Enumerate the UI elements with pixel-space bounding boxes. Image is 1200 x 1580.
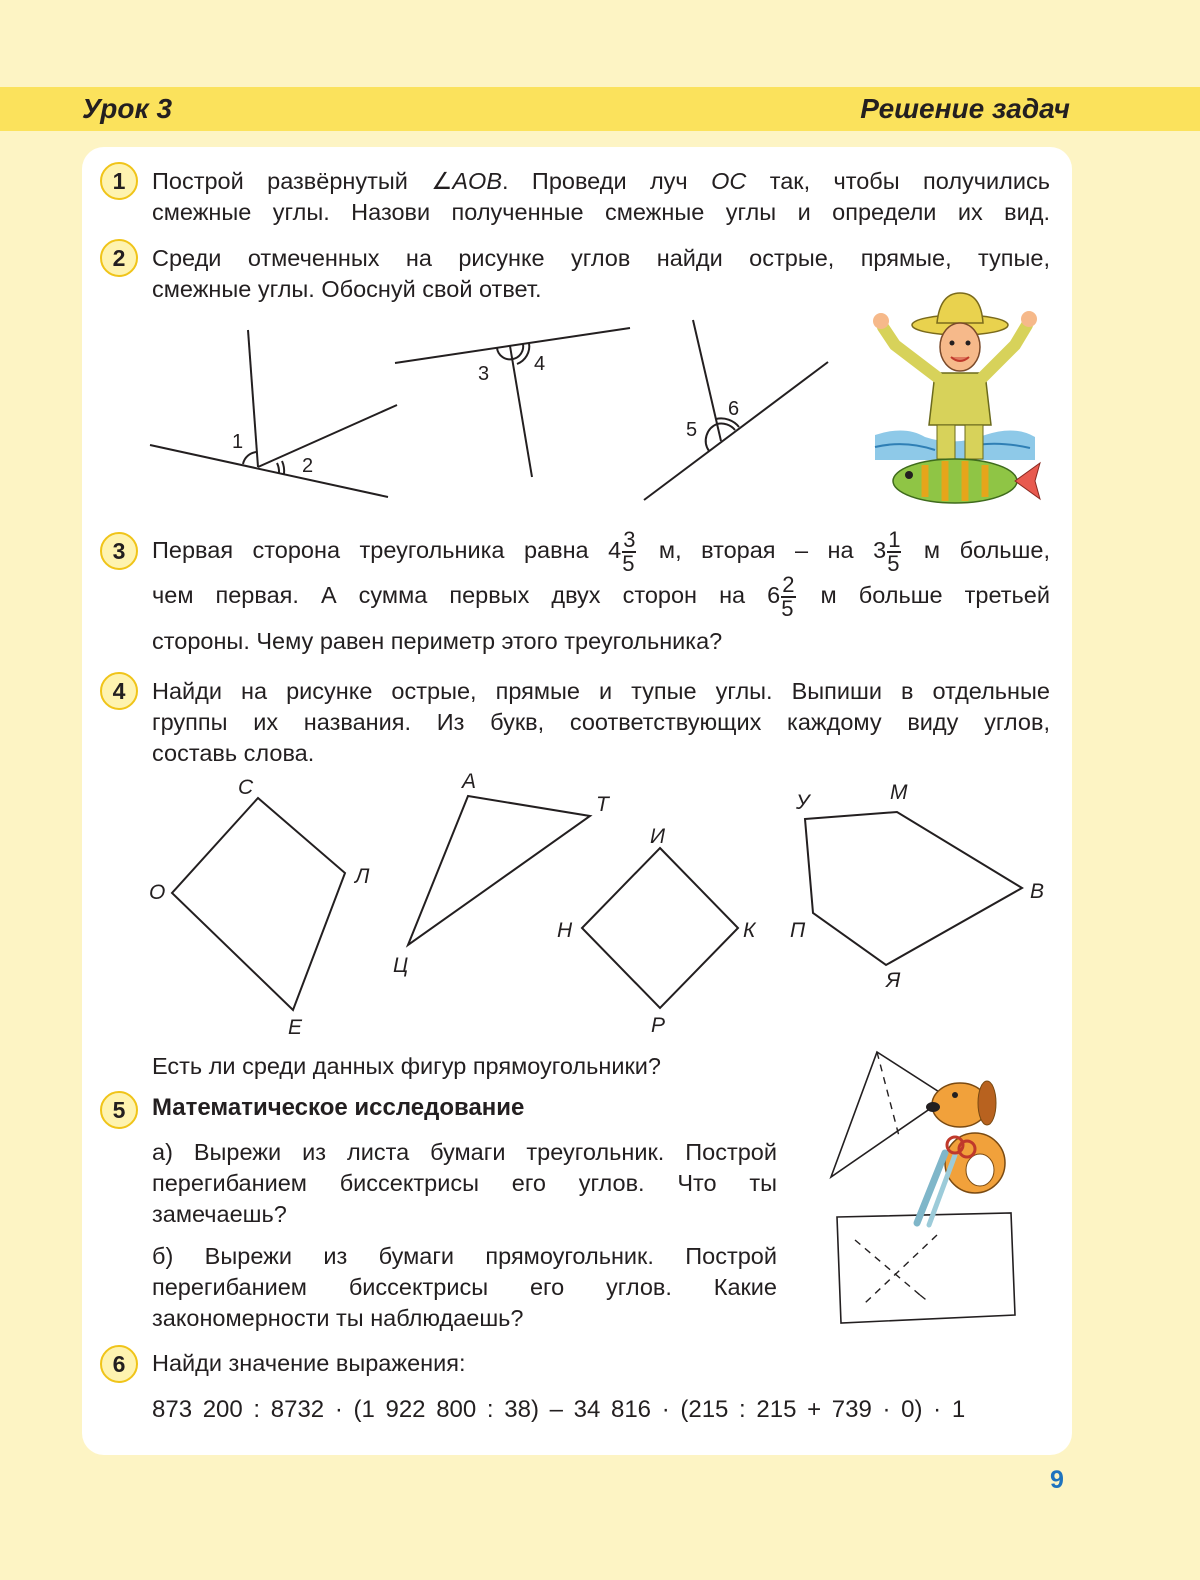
vertex-label-u: У bbox=[796, 791, 810, 814]
topic-title: Решение задач bbox=[860, 93, 1070, 124]
task-5a-line-2: перегибанием биссектрисы его углов. Что ты bbox=[152, 1170, 777, 1196]
task-5a-line-3: замечаешь? bbox=[152, 1201, 287, 1227]
vertex-label-v: В bbox=[1030, 880, 1045, 903]
task-6-expression: 873 200 : 8732 · (1 922 800 : 38) – 34 816 · (215 : 215 + 739 · 0) · 1 bbox=[152, 1396, 966, 1423]
dog-eye bbox=[952, 1092, 958, 1098]
angle-figure-1-ray bbox=[248, 330, 258, 467]
vertex-label-a: А bbox=[462, 770, 477, 793]
face-shape bbox=[940, 323, 980, 371]
dog-with-paper-illustration bbox=[825, 1045, 1030, 1330]
left-leg bbox=[937, 425, 955, 459]
fraction-3-5: $\frac{3}{5}$ bbox=[622, 526, 636, 576]
vertex-label-e: Е bbox=[288, 1016, 303, 1039]
task-5b-line-1: б) Вырежи из бумаги прямоугольник. Построй bbox=[152, 1243, 777, 1269]
vertex-label-i: И bbox=[650, 825, 666, 848]
angle-arc-2 bbox=[282, 461, 284, 474]
fish-body bbox=[893, 459, 1017, 503]
paper-rectangle bbox=[837, 1213, 1015, 1323]
angle-arc-1 bbox=[243, 452, 257, 464]
task-3-line-3: стороны. Чему равен периметр этого треугольника? bbox=[152, 628, 723, 654]
vertex-label-k: К bbox=[743, 919, 756, 942]
angle-figure-2-ray bbox=[510, 346, 532, 477]
task-4-line-1: Найди на рисунке острые, прямые и тупые углы. Выпиши в отдельные bbox=[152, 678, 1050, 704]
angle-figure-1-ray bbox=[258, 405, 397, 467]
boy-on-fish-illustration bbox=[865, 285, 1045, 520]
task-4-question: Есть ли среди данных фигур прямоугольники? bbox=[152, 1053, 661, 1079]
dog-nose bbox=[926, 1102, 940, 1112]
task-4-line-2: группы их названия. Из букв, соответствующих каждому виду углов, bbox=[152, 709, 1050, 735]
hat-crown bbox=[937, 293, 983, 323]
vertex-label-n: Н bbox=[557, 919, 573, 942]
shapes-figure bbox=[140, 765, 1060, 1040]
task-2-line-2: смежные углы. Обоснуй свой ответ. bbox=[152, 276, 542, 302]
right-hand bbox=[1021, 311, 1037, 327]
fraction-1-5: $\frac{1}{5}$ bbox=[887, 526, 901, 576]
vertex-label-m: М bbox=[890, 781, 908, 804]
dog-ear bbox=[978, 1081, 996, 1125]
vertex-label-c: С bbox=[238, 776, 254, 799]
right-leg bbox=[965, 425, 983, 459]
angle-figure-1-line bbox=[150, 445, 388, 497]
fish-eye bbox=[905, 471, 913, 479]
angle-figure-3-ray bbox=[693, 320, 721, 441]
task-number-3: 3 bbox=[100, 532, 138, 570]
task-5b-line-2: перегибанием биссектрисы его углов. Какие bbox=[152, 1274, 777, 1300]
vertex-label-ts: Ц bbox=[393, 954, 409, 977]
left-hand bbox=[873, 313, 889, 329]
task-6-line-1: Найди значение выражения: bbox=[152, 1350, 466, 1376]
task-2-line-1: Среди отмеченных на рисунке углов найди острые, прямые, тупые, bbox=[152, 245, 1050, 271]
angle-arc-2 bbox=[277, 463, 279, 473]
angle-figure-3-line bbox=[644, 362, 828, 500]
eye-shape bbox=[966, 341, 971, 346]
pentagon-umvyap bbox=[805, 812, 1022, 965]
vertex-label-o: О bbox=[149, 881, 166, 904]
task-3-line-2: чем первая. А сумма первых двух сторон на 6 $\frac{2}{5}$ м больше третьей bbox=[152, 571, 1050, 621]
left-arm bbox=[883, 327, 937, 377]
angle-label-3: 3 bbox=[478, 363, 490, 385]
task-number-2: 2 bbox=[100, 239, 138, 277]
quadrilateral-solе bbox=[172, 798, 345, 1010]
angle-arc-6 bbox=[717, 424, 735, 430]
vertex-label-ya: Я bbox=[886, 969, 901, 992]
eye-shape bbox=[950, 341, 955, 346]
fraction-2-5: $\frac{2}{5}$ bbox=[781, 571, 795, 621]
task-1-line-1: Построй развёрнутый ∠AOB. Проведи луч OC так, чтобы получились bbox=[152, 168, 1050, 194]
vertex-label-p: П bbox=[790, 919, 806, 942]
vertex-label-t: Т bbox=[596, 793, 609, 816]
fish-tail bbox=[1015, 463, 1040, 499]
task-4-line-3: составь слова. bbox=[152, 740, 315, 766]
paper-triangle bbox=[831, 1052, 947, 1177]
angle-label-5: 5 bbox=[686, 419, 698, 441]
lesson-title: Урок 3 bbox=[82, 93, 173, 124]
task-5-title: Математическое исследование bbox=[152, 1094, 525, 1121]
angle-label-1: 1 bbox=[232, 431, 244, 453]
task-number-5: 5 bbox=[100, 1091, 138, 1129]
task-number-6: 6 bbox=[100, 1345, 138, 1383]
task-5b-line-3: закономерности ты наблюдаешь? bbox=[152, 1305, 524, 1331]
vertex-label-l: Л bbox=[355, 865, 370, 888]
page-number: 9 bbox=[1050, 1466, 1064, 1494]
task-1-line-2: смежные углы. Назови полученные смежные углы и определи их вид. bbox=[152, 199, 1050, 225]
angle-label-2: 2 bbox=[302, 455, 314, 477]
angle-label-4: 4 bbox=[534, 353, 546, 375]
task-number-1: 1 bbox=[100, 162, 138, 200]
dog-belly bbox=[966, 1154, 994, 1186]
angles-figure bbox=[140, 310, 860, 520]
angle-arc-4 bbox=[513, 344, 523, 359]
vertex-label-r: Р bbox=[651, 1014, 666, 1037]
task-3-line-1: Первая сторона треугольника равна 4 $\frac{3}{5}$ м, вторая – на 3 $\frac{1}{5}$ м больше, bbox=[152, 526, 1050, 576]
task-5a-line-1: а) Вырежи из листа бумаги треугольник. Построй bbox=[152, 1139, 777, 1165]
task-number-4: 4 bbox=[100, 672, 138, 710]
square-inkr bbox=[582, 848, 738, 1008]
angle-label-6: 6 bbox=[728, 398, 740, 420]
